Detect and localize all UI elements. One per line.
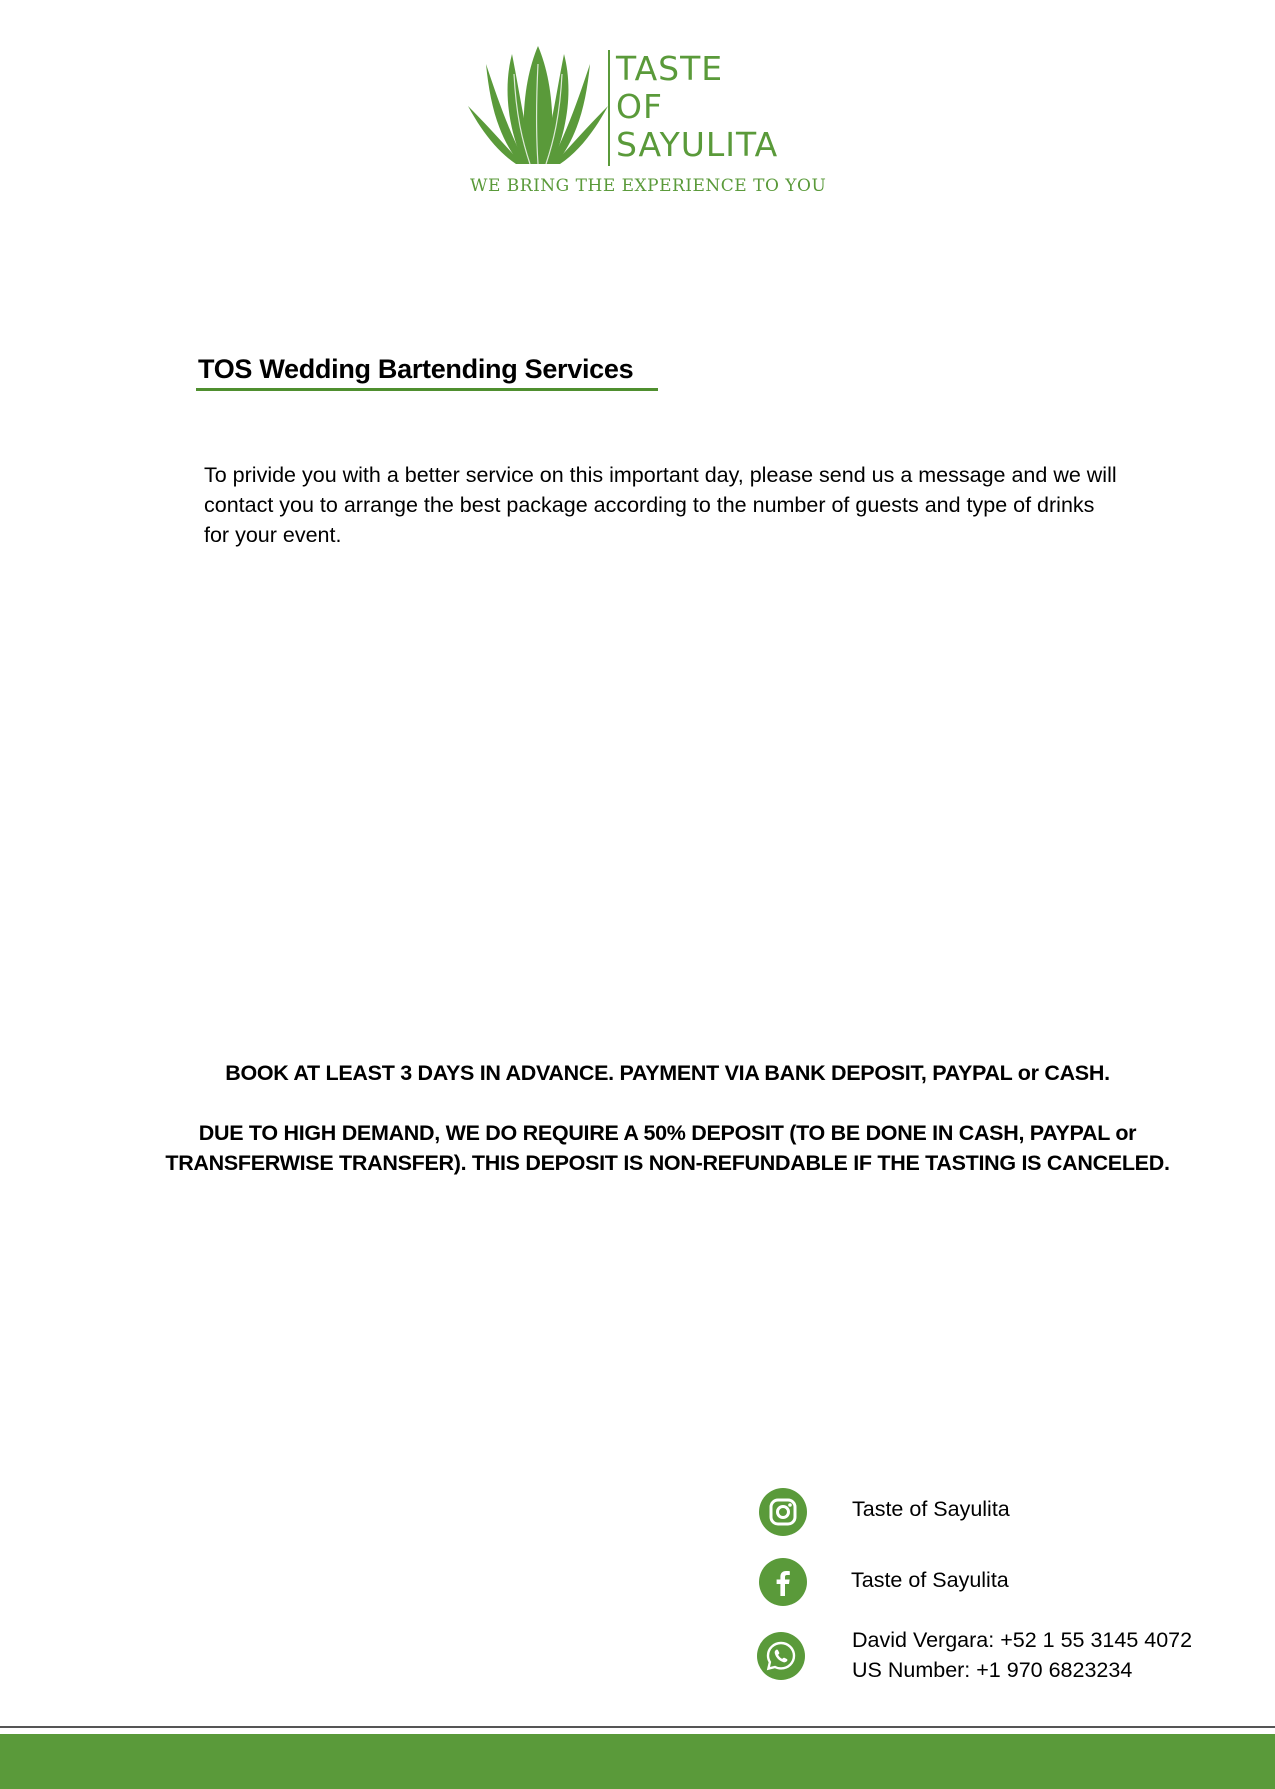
whatsapp-line-us: US Number: +1 970 6823234 — [852, 1658, 1133, 1682]
title-underline — [196, 388, 658, 391]
whatsapp-contacts[interactable] — [852, 1625, 1192, 1685]
whatsapp-icon[interactable] — [757, 1632, 805, 1680]
brand-name-line: TASTE — [616, 49, 724, 88]
brand-name-line: OF — [616, 87, 663, 126]
booking-notice: BOOK AT LEAST 3 DAYS IN ADVANCE. PAYMENT VIA BANK DEPOSIT, PAYPAL or CASH. — [225, 1061, 1110, 1085]
facebook-handle[interactable]: Taste of Sayulita — [851, 1568, 1009, 1592]
intro-paragraph: To privide you with a better service on this important day, please send us a message and we will contact you to arrange the best package according to the number of guests and type of drinks for your event. — [204, 463, 1117, 547]
brand-name — [616, 50, 778, 164]
brand-tagline: WE BRING THE EXPERIENCE TO YOU — [470, 176, 827, 196]
deposit-notice: DUE TO HIGH DEMAND, WE DO REQUIRE A 50% DEPOSIT (TO BE DONE IN CASH, PAYPAL or TRANSFERWISE TRANSFER). THIS DEPOSIT IS NON-REFUNDABLE IF THE TASTING IS CANCELED. — [165, 1121, 1170, 1175]
footer-band — [0, 1734, 1275, 1789]
instagram-handle[interactable]: Taste of Sayulita — [852, 1497, 1010, 1521]
footer-divider — [0, 1726, 1275, 1728]
instagram-icon[interactable] — [759, 1488, 807, 1536]
page-title: TOS Wedding Bartending Services — [198, 354, 634, 384]
brand-name-line: SAYULITA — [616, 125, 779, 164]
agave-logo-icon — [468, 44, 608, 168]
whatsapp-line-primary: David Vergara: +52 1 55 3145 4072 — [852, 1628, 1193, 1652]
facebook-icon[interactable] — [759, 1558, 807, 1606]
logo-divider — [608, 50, 610, 166]
